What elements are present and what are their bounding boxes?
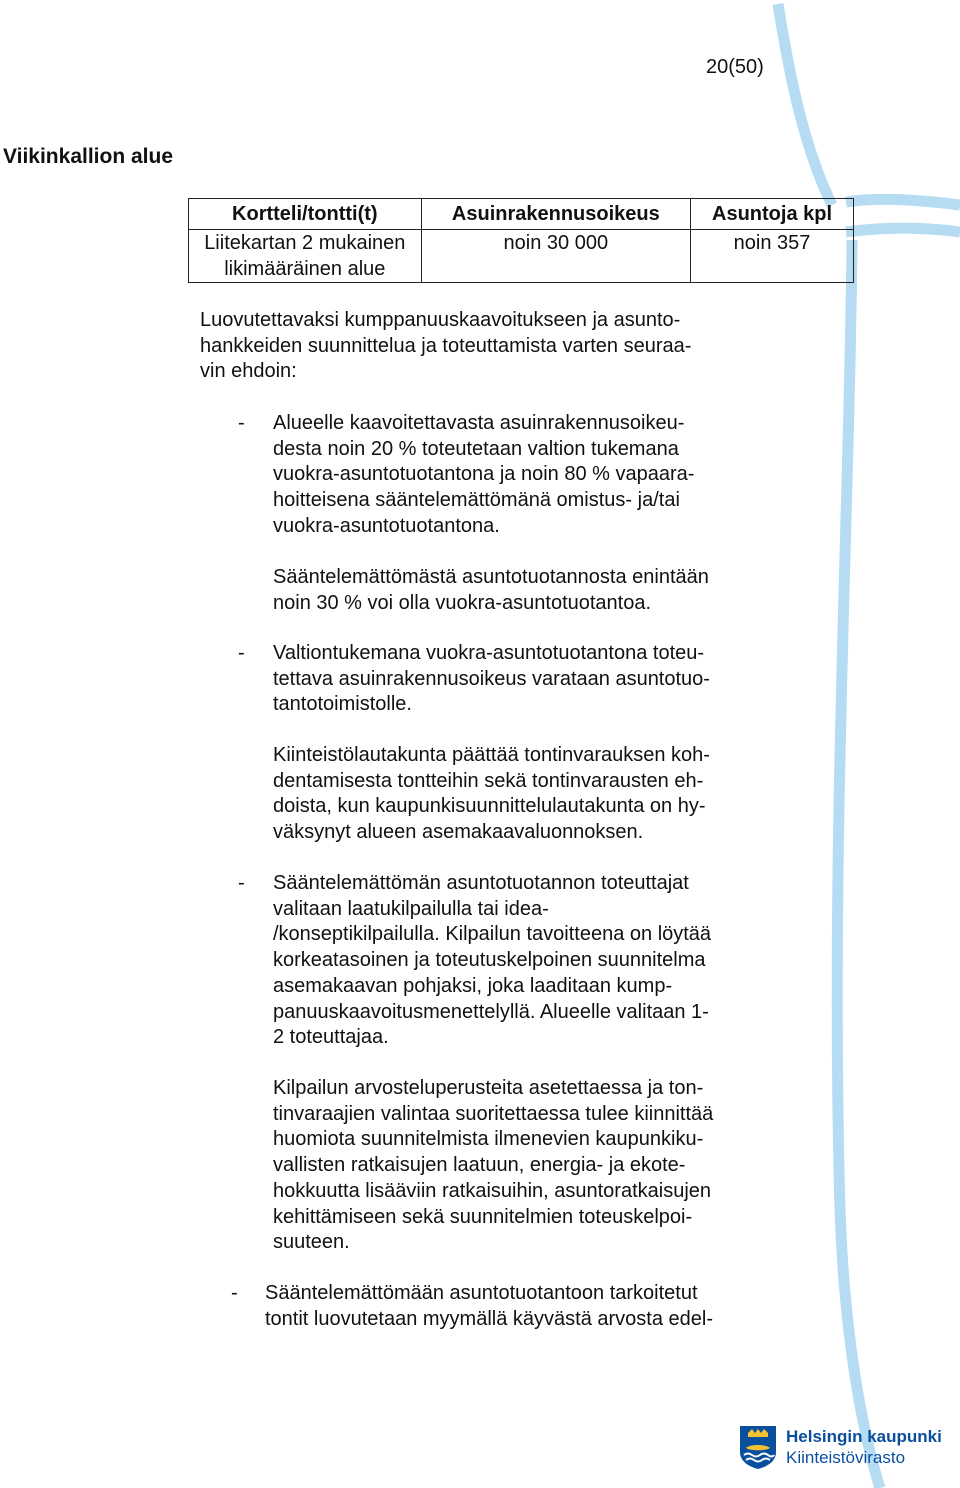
bullet-marker: - <box>238 412 245 434</box>
plot-table <box>188 198 854 283</box>
text-line: Luovutettavaksi kumppanuuskaavoitukseen ja asunto- <box>200 309 681 331</box>
cell-plot <box>189 230 422 283</box>
bullet-1-note <box>273 565 773 616</box>
text-line: Sääntelemättömän asuntotuotannon toteuttajat <box>273 872 689 894</box>
decorative-line <box>846 199 960 205</box>
bullet-2-text <box>273 641 773 718</box>
cell-line: Liitekartan 2 mukainen <box>204 232 406 254</box>
text-line: valitaan laatukilpailulla tai idea- <box>273 897 549 920</box>
header-dwellings: Asuntoja kpl <box>691 199 854 230</box>
text-line: hoitteisena sääntelemättömänä omistus- ja/tai <box>273 489 680 512</box>
text-line: Sääntelemättömästä asuntotuotannosta enintään <box>273 566 709 588</box>
logo-line-1: Helsingin kaupunki <box>786 1427 942 1446</box>
bullet-3-text <box>273 871 773 1051</box>
text-line: hokkuutta lisääviin ratkaisuihin, asuntoratkaisujen <box>273 1179 712 1202</box>
bullet-1-text <box>273 411 773 540</box>
header-plot: Kortteli/tontti(t) <box>189 199 422 230</box>
bullet-marker: - <box>238 642 245 664</box>
helsinki-crest-icon <box>738 1424 778 1470</box>
text-line: suuteen. <box>273 1231 350 1254</box>
text-line: doista, kun kaupunkisuunnittelulautakunta on hy- <box>273 795 706 818</box>
text-line: huomiota suunnitelmista ilmenevien kaupunkiku- <box>273 1128 704 1151</box>
text-line: noin 30 % voi olla vuokra-asuntotuotantoa. <box>273 591 652 614</box>
text-line: Kilpailun arvosteluperusteita asetettaessa ja ton- <box>273 1077 704 1099</box>
bullet-marker: - <box>231 1282 238 1304</box>
text-line: Kiinteistölautakunta päättää tontinvarauksen koh- <box>273 744 710 766</box>
bullet-4-text <box>265 1281 785 1332</box>
text-line: vuokra-asuntotuotantona ja noin 80 % vapaara- <box>273 463 695 486</box>
cell-line: likimääräinen alue <box>224 258 386 280</box>
text-line: asemakaavan pohjaksi, joka laaditaan kump- <box>273 974 673 997</box>
text-line: Alueelle kaavoitettavasta asuinrakennusoikeu- <box>273 412 685 434</box>
text-line: 2 toteuttajaa. <box>273 1026 389 1049</box>
text-line: dentamisesta tontteihin sekä tontinvarausten eh- <box>273 769 704 792</box>
section-title: Viikinkallion alue <box>3 145 174 168</box>
bullet-2-note <box>273 743 773 846</box>
text-line: vuokra-asuntotuotantona. <box>273 514 500 537</box>
text-line: tinvaraajien valintaa suoritettaessa tulee kiinnittää <box>273 1102 714 1125</box>
cell-dwellings: noin 357 <box>691 230 854 283</box>
decorative-line <box>846 228 960 232</box>
logo-line-2: Kiinteistövirasto <box>786 1448 906 1467</box>
text-line: tantotoimistolle. <box>273 693 412 716</box>
header-building-rights: Asuinrakennusoikeus <box>421 199 690 230</box>
page-number: 20(50) <box>706 56 764 78</box>
text-line: korkeatasoinen ja toteutuskelpoinen suunnitelma <box>273 949 706 972</box>
text-line: tontit luovutetaan myymällä käyvästä arvosta edel- <box>265 1307 713 1330</box>
text-line: tettava asuinrakennusoikeus varataan asuntotuo- <box>273 667 710 690</box>
text-line: panuuskaavoitusmenettelyllä. Alueelle valitaan 1- <box>273 1000 709 1023</box>
text-line: Sääntelemättömään asuntotuotantoon tarkoitetut <box>265 1282 698 1304</box>
city-logo <box>738 1424 948 1472</box>
text-line: kehittämiseen sekä suunnitelmien toteuskelpoi- <box>273 1205 693 1228</box>
intro-paragraph <box>200 308 780 385</box>
decorative-line <box>778 4 832 205</box>
text-line: vallisten ratkaisujen laatuun, energia- ja ekote- <box>273 1154 686 1177</box>
text-line: /konseptikilpailulla. Kilpailun tavoitteena on löytää <box>273 923 712 946</box>
text-line: hankkeiden suunnittelua ja toteuttamista varten seuraa- <box>200 334 692 357</box>
decorative-line <box>837 240 880 1488</box>
bullet-marker: - <box>238 872 245 894</box>
text-line: vin ehdoin: <box>200 360 297 383</box>
bullet-3-note <box>273 1076 773 1256</box>
cell-building-rights: noin 30 000 <box>421 230 690 283</box>
table-header-row <box>189 199 854 230</box>
table-row <box>189 230 854 283</box>
text-line: väksynyt alueen asemakaavaluonnoksen. <box>273 821 644 844</box>
text-line: desta noin 20 % toteutetaan valtion tukemana <box>273 437 679 460</box>
text-line: Valtiontukemana vuokra-asuntotuotantona toteu- <box>273 642 705 664</box>
